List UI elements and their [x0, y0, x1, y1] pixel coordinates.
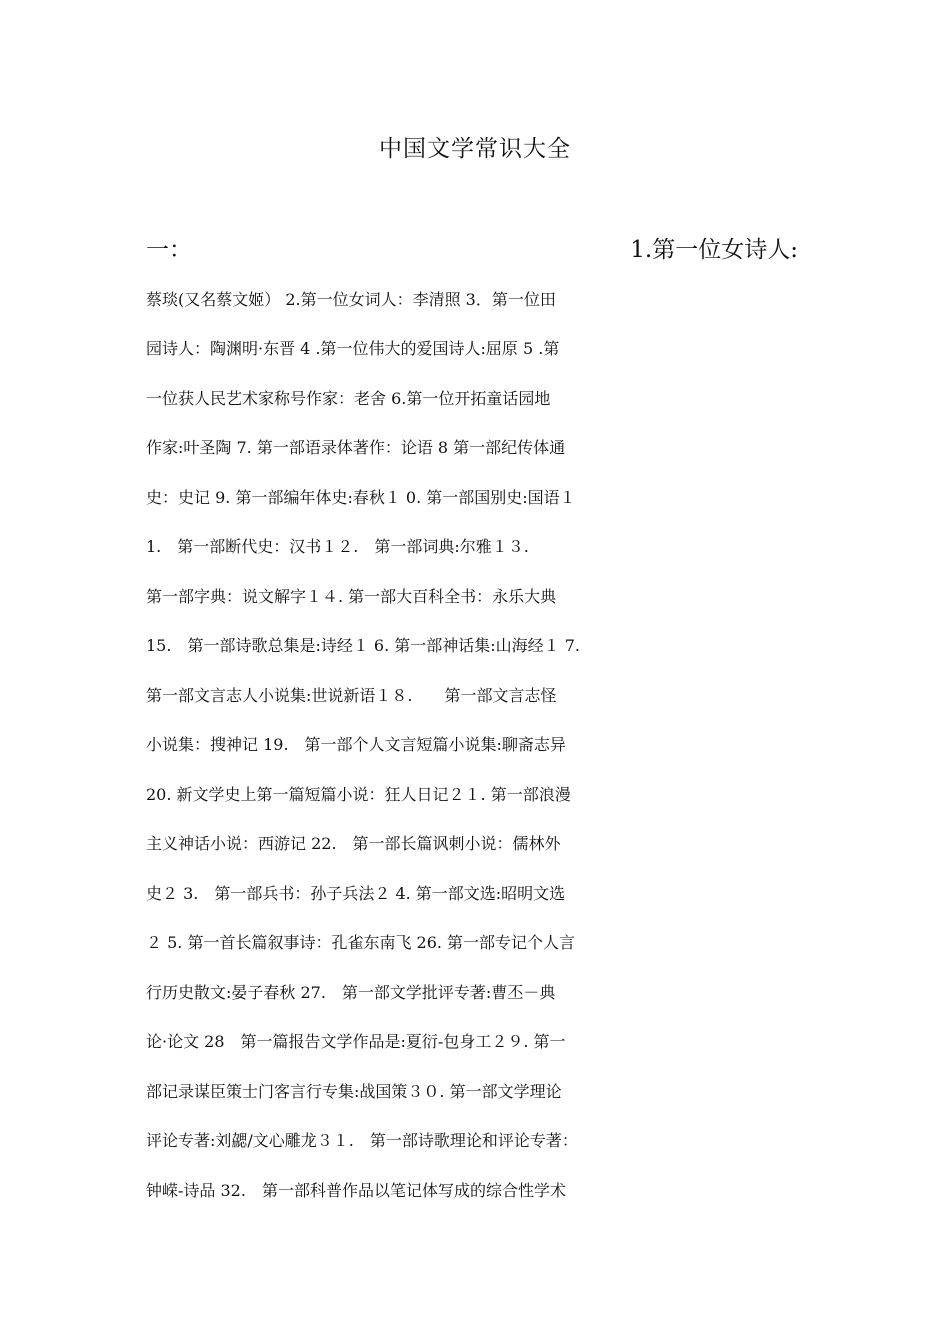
text-line-16: 行历史散文:晏子春秋 27. 第一部文学批评专著:曹丕－典	[146, 982, 556, 1002]
text-line-17: 论·论文 28 第一篇报告文学作品是:夏衍-包身工２９. 第一	[146, 1032, 566, 1051]
text-line-11: 小说集：搜神记 19. 第一部个人文言短篇小说集:聊斋志异	[146, 735, 566, 754]
document-title: 中国文学常识大全	[379, 136, 571, 162]
text-line-12: 20. 新文学史上第一篇短篇小说：狂人日记２１. 第一部浪漫	[146, 784, 571, 804]
text-line-20: 钟嵘-诗品 32. 第一部科普作品以笔记体写成的综合性学术	[146, 1180, 566, 1200]
text-line-9: 15. 第一部诗歌总集是:诗经１ 6. 第一部神话集:山海经１ 7.	[146, 636, 581, 655]
text-line-2: 蔡琰(又名蔡文姬） 2.第一位女词人：李清照 3．第一位田	[146, 289, 556, 309]
text-line-19: 评论专著:刘勰/文心雕龙３１. 第一部诗歌理论和评论专著：	[146, 1131, 578, 1150]
text-line-14: 史２ 3. 第一部兵书：孙子兵法２ 4. 第一部文选:昭明文选	[146, 883, 566, 903]
text-line-5: 作家:叶圣陶 7. 第一部语录体著作：论语 8 第一部纪传体通	[146, 438, 566, 457]
document-body	[146, 230, 826, 1220]
text-line-18: 部记录谋臣策士门客言行专集:战国策３０. 第一部文学理论	[146, 1081, 562, 1101]
text-line-3: 园诗人：陶渊明·东晋 4 .第一位伟大的爱国诗人:屈原 5 .第	[146, 339, 560, 358]
text-line-10: 第一部文言志人小说集:世说新语１８. 第一部文言志怪	[146, 685, 557, 705]
text-line-1	[146, 230, 798, 280]
text-line-8: 第一部字典：说文解字１４. 第一部大百科全书：永乐大典	[146, 586, 557, 606]
text-line-4: 一位获人民艺术家称号作家：老舍 6.第一位开拓童话园地	[146, 388, 551, 408]
text-line-segment: 1.第一位女诗人:	[630, 237, 798, 263]
text-line-6: 史：史记 9. 第一部编年体史:春秋１ 0. 第一部国别史:国语１	[146, 487, 576, 507]
text-line-15: ２ 5. 第一首长篇叙事诗：孔雀东南飞 26. 第一部专记个人言	[146, 933, 576, 952]
text-line-7: 1. 第一部断代史：汉书１２. 第一部词典:尔雅１３.	[146, 537, 529, 556]
section-heading: 一：	[146, 237, 192, 263]
text-line-13: 主义神话小说：西游记 22. 第一部长篇讽刺小说：儒林外	[146, 834, 561, 853]
